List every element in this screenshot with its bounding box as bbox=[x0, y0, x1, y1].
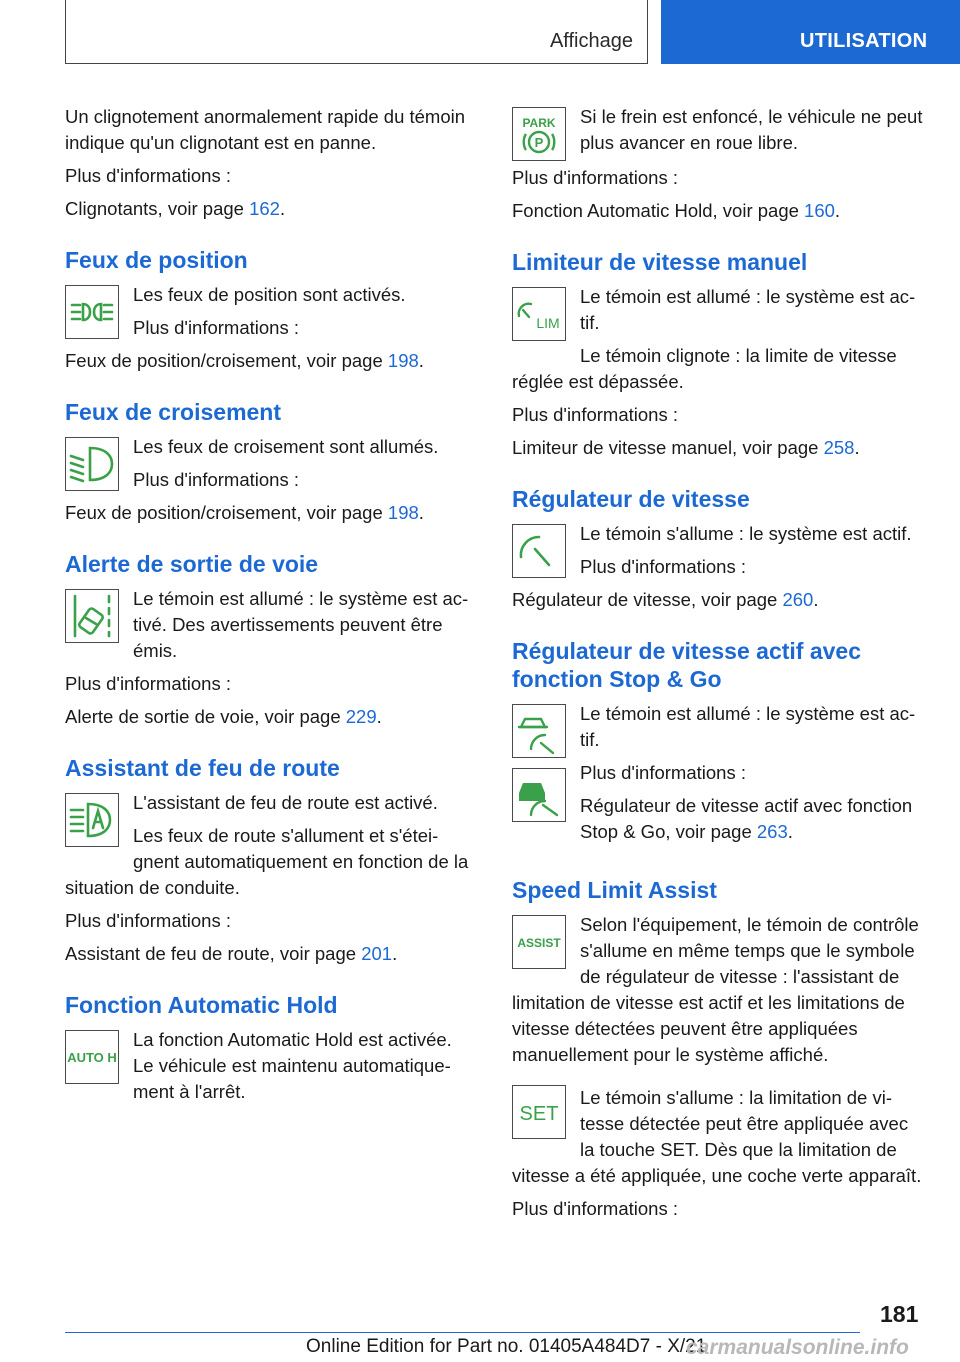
watermark: carmanualsonline.info bbox=[686, 1336, 909, 1359]
heading-feux-croisement: Feux de croisement bbox=[65, 399, 282, 425]
reference-text: Clignotants, voir page bbox=[65, 198, 250, 219]
reference-line bbox=[65, 348, 475, 374]
reference-line bbox=[65, 941, 475, 967]
reference-end: . bbox=[376, 706, 382, 727]
reference-text: Feux de position/croisement, voir page bbox=[65, 350, 388, 371]
reference-text: Régulateur de vitesse actif avec fonction Stop & Go, voir page bbox=[580, 795, 913, 842]
heading-regulateur-actif: Régulateur de vitesse actif avec fonction Stop & Go bbox=[512, 638, 861, 692]
regulateur-actif-status: Le témoin est allumé : le système est actif. bbox=[580, 703, 916, 750]
lane-departure-icon bbox=[65, 589, 119, 643]
feux-croisement-status: Les feux de croisement sont allumés. bbox=[133, 436, 439, 457]
position-lights-icon bbox=[65, 285, 119, 339]
speed-limit-description: Selon l'équipement, le témoin de contrôle s'allume en même temps que le symbole de régulateur de vitesse : l'assistant de limitation de vitesse est actif et les limitations de vitesse détectées peuvent être appliquées manuellement pour le système affiché. bbox=[512, 914, 919, 1065]
speed-limit-set-status: Le témoin s'allume : la limitation de vitesse détectée peut être appliquée avec la touche SET. Dès que la limitation de vitesse a été appliquée, une coche verte apparaît. bbox=[512, 1087, 922, 1186]
limiter-icon-label: LIM bbox=[536, 315, 560, 331]
more-info-label: Plus d'informations : bbox=[133, 469, 299, 490]
cruise-control-icon bbox=[512, 524, 566, 578]
reference-line bbox=[512, 793, 924, 845]
reference-text: Fonction Automatic Hold, voir page bbox=[512, 200, 805, 221]
reference-line bbox=[65, 196, 475, 222]
reference-text: Limiteur de vitesse manuel, voir page bbox=[512, 437, 824, 458]
park-status: Si le frein est enfoncé, le véhicule ne peut plus avancer en roue libre. bbox=[580, 106, 923, 153]
heading-alerte-voie: Alerte de sortie de voie bbox=[65, 551, 319, 577]
assistant-route-detail: Les feux de route s'allument et s'éteignent automatiquement en fonction de la situation de conduite. bbox=[65, 825, 469, 898]
limiteur-status-blink: Le témoin clignote : la limite de vitesse réglée est dépassée. bbox=[512, 345, 897, 392]
chapter-tab bbox=[661, 0, 960, 64]
intro-paragraph: Un clignotement anormalement rapide du témoin indique qu'un clignotant est en panne. bbox=[65, 106, 466, 153]
reference-text: Feux de position/croisement, voir page bbox=[65, 502, 388, 523]
reference-text: Alerte de sortie de voie, voir page bbox=[65, 706, 346, 727]
more-info-label: Plus d'informations : bbox=[512, 1198, 678, 1219]
left-column bbox=[65, 104, 475, 1112]
set-icon bbox=[512, 1085, 566, 1139]
page-link[interactable]: 198 bbox=[387, 350, 419, 371]
more-info-label: Plus d'informations : bbox=[65, 910, 231, 931]
reference-end: . bbox=[279, 198, 286, 219]
reference-text: Assistant de feu de route, voir page bbox=[65, 943, 362, 964]
active-cruise-vehicle-detected-icon bbox=[512, 768, 566, 822]
reference-end: . bbox=[813, 589, 819, 610]
chapter-title: UTILISATION bbox=[800, 30, 928, 52]
edition-text: Online Edition for Part no. 01405A484D7 - X/21 bbox=[306, 1336, 707, 1357]
reference-end: . bbox=[418, 502, 424, 523]
more-info-label: Plus d'informations : bbox=[580, 762, 746, 783]
reference-end: . bbox=[834, 200, 841, 221]
reference-text: Régulateur de vitesse, voir page bbox=[512, 589, 783, 610]
page-link[interactable]: 260 bbox=[782, 589, 814, 610]
right-column bbox=[512, 104, 924, 1229]
page-link[interactable]: 198 bbox=[387, 502, 419, 523]
page-link[interactable]: 162 bbox=[249, 198, 280, 219]
high-beam-assistant-icon bbox=[65, 793, 119, 847]
heading-regulateur: Régulateur de vitesse bbox=[512, 486, 750, 512]
section-title: Affichage bbox=[549, 30, 633, 52]
feux-position-status: Les feux de position sont activés. bbox=[133, 284, 406, 305]
reference-line bbox=[512, 435, 924, 461]
heading-assistant-route: Assistant de feu de route bbox=[65, 755, 340, 781]
page-link[interactable]: 160 bbox=[804, 200, 835, 221]
auto-hold-icon bbox=[65, 1030, 119, 1084]
heading-limiteur: Limiteur de vitesse manuel bbox=[512, 249, 808, 275]
active-cruise-control-icon bbox=[512, 704, 566, 758]
low-beam-icon bbox=[65, 437, 119, 491]
speed-limiter-icon bbox=[512, 287, 566, 341]
heading-speed-limit-assist: Speed Limit Assist bbox=[512, 877, 717, 903]
heading-auto-hold: Fonction Automatic Hold bbox=[65, 992, 338, 1018]
assistant-route-status: L'assistant de feu de route est activé. bbox=[133, 792, 438, 813]
page-number: 181 bbox=[880, 1301, 919, 1327]
reference-line bbox=[65, 500, 475, 526]
page-link[interactable]: 201 bbox=[361, 943, 393, 964]
heading-feux-position: Feux de position bbox=[65, 247, 248, 273]
reference-line bbox=[512, 198, 924, 224]
more-info-label: Plus d'informations : bbox=[512, 167, 678, 188]
reference-end: . bbox=[392, 943, 398, 964]
reference-line bbox=[65, 704, 475, 730]
more-info-label: Plus d'informations : bbox=[65, 165, 231, 186]
assist-icon bbox=[512, 915, 566, 969]
footer-divider bbox=[65, 1332, 860, 1333]
assist-icon-label: ASSIST bbox=[517, 936, 561, 950]
acc-icons-stack bbox=[512, 704, 566, 822]
auto-hold-status: La fonction Automatic Hold est activée. Le véhicule est maintenu automatiquement à l'arrêt. bbox=[133, 1029, 452, 1102]
regulateur-status: Le témoin s'allume : le système est actif. bbox=[580, 523, 912, 544]
more-info-label: Plus d'informations : bbox=[65, 673, 231, 694]
more-info-label: Plus d'informations : bbox=[580, 556, 746, 577]
svg-text:P: P bbox=[534, 135, 544, 150]
park-icon-label: PARK bbox=[522, 116, 556, 130]
alerte-voie-status: Le témoin est allumé : le système est activé. Des avertissements peuvent être émis. bbox=[133, 588, 469, 661]
page-link[interactable]: 263 bbox=[756, 821, 788, 842]
more-info-label: Plus d'informations : bbox=[133, 317, 299, 338]
header-section-box bbox=[65, 0, 648, 64]
park-icon bbox=[512, 107, 566, 161]
page-link[interactable]: 229 bbox=[345, 706, 377, 727]
reference-line bbox=[512, 587, 924, 613]
page-link[interactable]: 258 bbox=[823, 437, 855, 458]
reference-end: . bbox=[418, 350, 424, 371]
reference-end: . bbox=[787, 821, 793, 842]
reference-end: . bbox=[854, 437, 860, 458]
auto-hold-icon-label: AUTO H bbox=[67, 1050, 117, 1065]
more-info-label: Plus d'informations : bbox=[512, 404, 678, 425]
limiteur-status-on: Le témoin est allumé : le système est actif. bbox=[580, 286, 916, 333]
set-icon-label: SET bbox=[519, 1103, 559, 1125]
